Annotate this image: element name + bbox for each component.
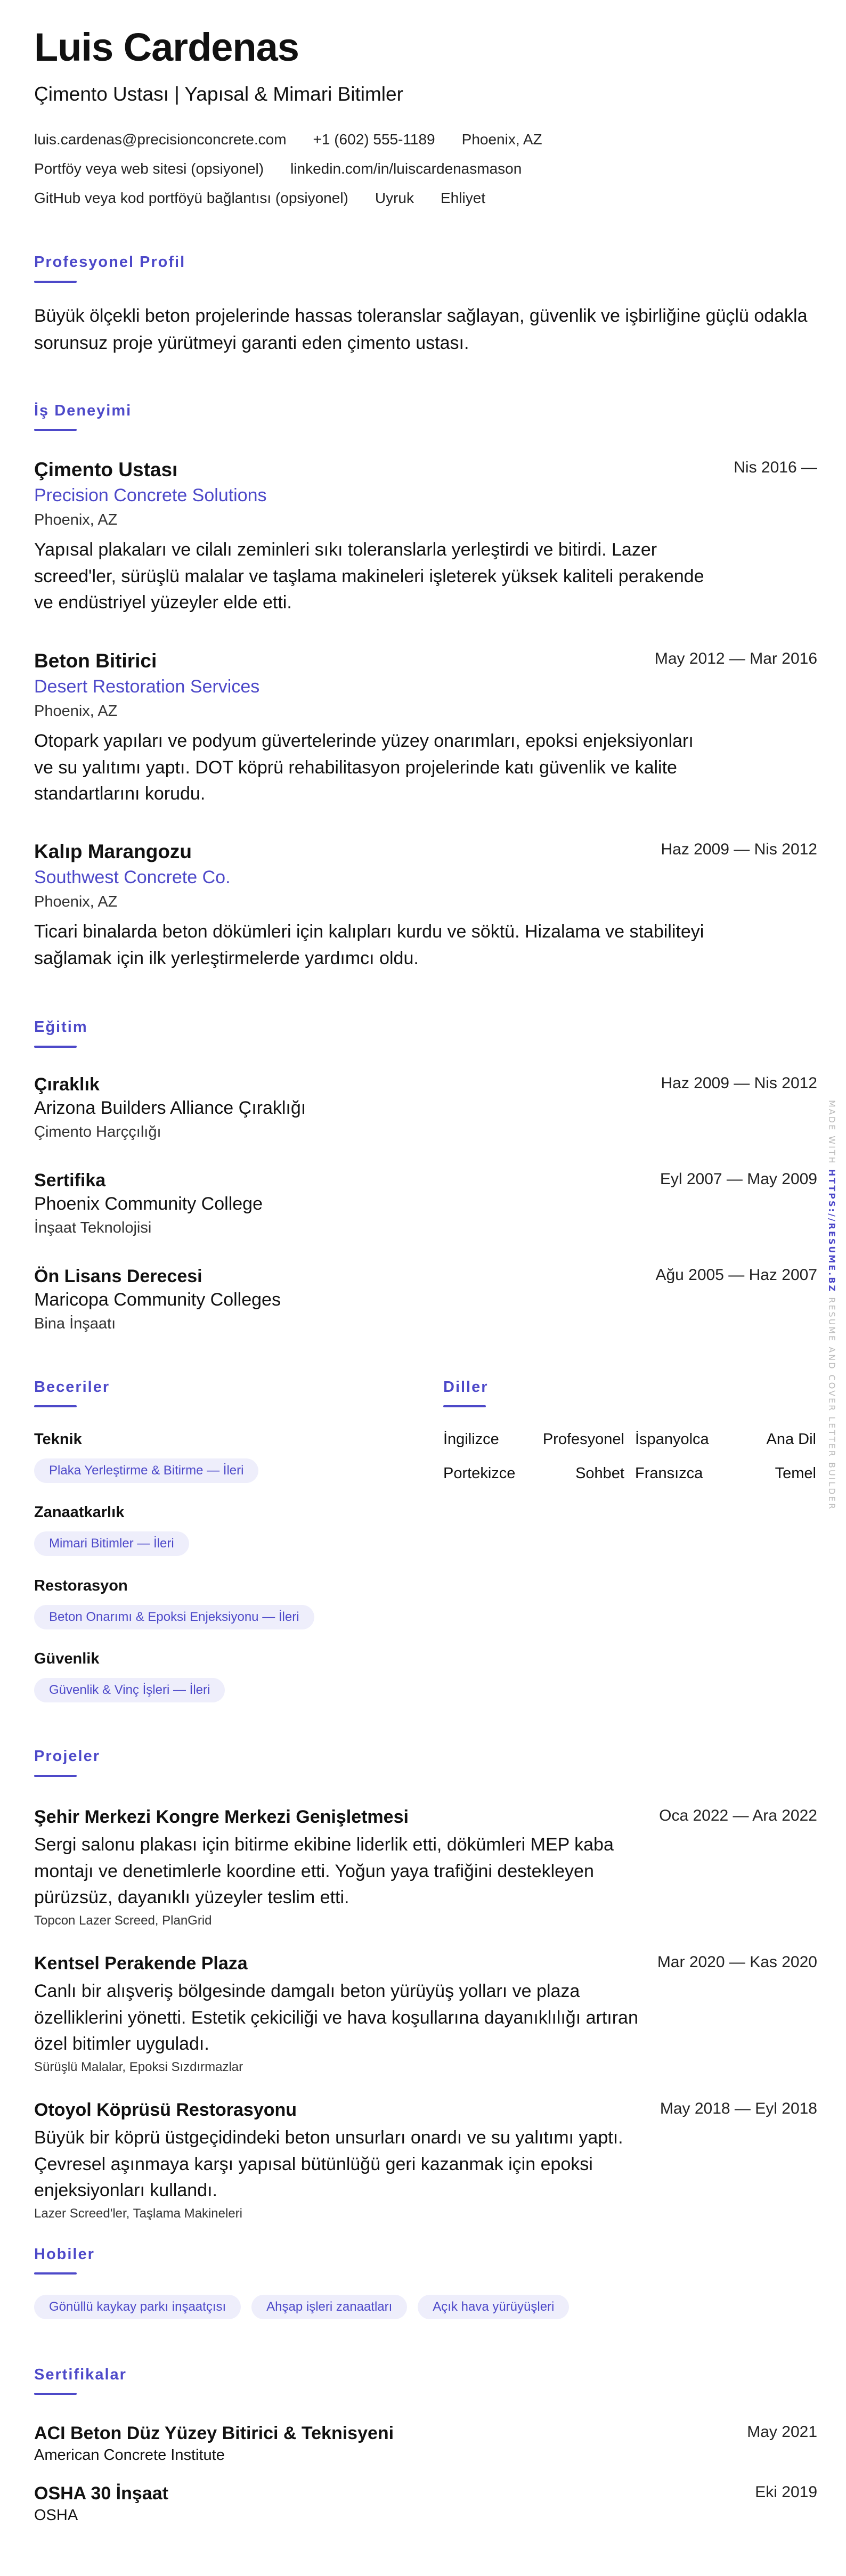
- institution-name: Phoenix Community College: [34, 1194, 263, 1214]
- phone-text[interactable]: +1 (602) 555-1189: [313, 131, 435, 148]
- job-description: Ticari binalarda beton dökümleri için kalıpları kurdu ve söktü. Hizalama ve stabiliteyi sağlamak için ilk yerleştirmelerde yardımcı oldu.: [34, 922, 704, 968]
- project-entry: [34, 1806, 817, 1929]
- watermark-suffix: RESUME AND COVER LETTER BUILDER: [827, 1297, 837, 1511]
- skill-chip: Mimari Bitimler — İleri: [34, 1531, 189, 1556]
- contact-line-2: [34, 160, 522, 178]
- education-date: Ağu 2005 — Haz 2007: [655, 1266, 817, 1284]
- language-name: İngilizce: [443, 1431, 499, 1448]
- skill-category: Zanaatkarlık: [34, 1504, 125, 1521]
- candidate-name: Luis Cardenas: [34, 25, 299, 69]
- education-entry: [34, 1266, 817, 1340]
- language-row: [443, 1430, 816, 1452]
- section-title-profile: Profesyonel Profil: [34, 254, 186, 271]
- language-name: Fransızca: [635, 1465, 703, 1482]
- section-rule: [34, 1046, 77, 1048]
- certificate-issuer: OSHA: [34, 2507, 78, 2524]
- project-tech: Topcon Lazer Screed, PlanGrid: [34, 1913, 212, 1928]
- hobby-chip: Ahşap işleri zanaatları: [251, 2295, 407, 2319]
- project-entry: [34, 2099, 817, 2222]
- project-title: Otoyol Köprüsü Restorasyonu: [34, 2100, 297, 2120]
- company-name: Desert Restoration Services: [34, 676, 260, 697]
- project-entry: [34, 1953, 817, 2075]
- company-name: Southwest Concrete Co.: [34, 867, 231, 887]
- education-entry: [34, 1170, 817, 1244]
- contact-line-3: [34, 189, 485, 207]
- job-date: Nis 2016 —: [734, 459, 817, 476]
- job-title: Çimento Ustası: [34, 459, 178, 480]
- watermark-prefix: MADE WITH: [827, 1100, 837, 1165]
- project-date: May 2018 — Eyl 2018: [660, 2100, 817, 2117]
- portfolio-link[interactable]: Portföy veya web sitesi (opsiyonel): [34, 160, 264, 177]
- section-title-certificates: Sertifikalar: [34, 2366, 127, 2383]
- field-of-study: İnşaat Teknolojisi: [34, 1219, 152, 1236]
- education-entry: [34, 1074, 817, 1148]
- job-date: Haz 2009 — Nis 2012: [661, 841, 817, 858]
- section-rule: [34, 429, 77, 431]
- degree-title: Çıraklık: [34, 1074, 100, 1095]
- section-rule: [34, 281, 77, 283]
- project-date: Oca 2022 — Ara 2022: [659, 1807, 817, 1824]
- section-rule: [34, 2393, 77, 2395]
- certificate-name: OSHA 30 İnşaat: [34, 2483, 168, 2504]
- watermark-link[interactable]: HTTPS://RESUME.BZ: [827, 1169, 837, 1293]
- certificate-name: ACI Beton Düz Yüzey Bitirici & Teknisyeni: [34, 2423, 394, 2443]
- certificate-entry: [34, 2423, 817, 2471]
- institution-name: Arizona Builders Alliance Çıraklığı: [34, 1098, 306, 1118]
- project-title: Kentsel Perakende Plaza: [34, 1953, 248, 1974]
- skill-category: Güvenlik: [34, 1650, 100, 1667]
- job-description: Yapısal plakaları ve cilalı zeminleri sıkı toleranslarla yerleştirdi ve bitirdi. Lazer screed'ler, sürüşlü malalar ve taşlama makineleri işleterek yüksek kaliteli perakende ve endüstriyel yüzeyler elde etti.: [34, 540, 704, 613]
- language-name: İspanyolca: [635, 1431, 709, 1448]
- skill-chip: Güvenlik & Vinç İşleri — İleri: [34, 1678, 225, 1702]
- experience-entry: [34, 840, 817, 973]
- certificate-issuer: American Concrete Institute: [34, 2447, 225, 2464]
- section-title-projects: Projeler: [34, 1748, 100, 1765]
- certificate-date: Eki 2019: [755, 2483, 817, 2501]
- section-rule: [34, 2272, 77, 2275]
- nationality-text: Uyruk: [375, 190, 414, 206]
- job-description: Otopark yapıları ve podyum güvertelerinde yüzey onarımları, epoksi enjeksiyonları ve su yalıtımı yaptı. DOT köprü rehabilitasyon projelerinde katı güvenlik ve kalite standartlarını korudu.: [34, 731, 694, 804]
- license-text: Ehliyet: [441, 190, 486, 206]
- education-date: Eyl 2007 — May 2009: [660, 1170, 817, 1188]
- field-of-study: Bina İnşaatı: [34, 1315, 116, 1332]
- section-title-education: Eğitim: [34, 1018, 88, 1036]
- section-rule: [34, 1775, 77, 1777]
- hobby-chip: Açık hava yürüyüşleri: [418, 2295, 569, 2319]
- language-level: Sohbet: [575, 1465, 624, 1482]
- degree-title: Sertifika: [34, 1170, 106, 1191]
- linkedin-link[interactable]: linkedin.com/in/luiscardenasmason: [290, 160, 522, 177]
- section-title-experience: İş Deneyimi: [34, 402, 132, 419]
- certificate-entry: [34, 2483, 817, 2531]
- education-date: Haz 2009 — Nis 2012: [661, 1074, 817, 1092]
- section-rule: [443, 1405, 486, 1407]
- skill-category: Restorasyon: [34, 1577, 128, 1594]
- degree-title: Ön Lisans Derecesi: [34, 1266, 202, 1286]
- experience-entry: [34, 649, 817, 809]
- institution-name: Maricopa Community Colleges: [34, 1290, 281, 1310]
- skill-chip: Plaka Yerleştirme & Bitirme — İleri: [34, 1458, 258, 1483]
- project-description: Büyük bir köprü üstgeçidindeki beton unsurları onardı ve su yalıtımı yaptı. Çevresel aşınmaya karşı yapısal bütünlüğü geri kazanmak için epoksi enjeksiyonları kullandı.: [34, 2127, 623, 2201]
- hobby-list: [34, 2295, 569, 2319]
- location-text: Phoenix, AZ: [461, 131, 542, 148]
- company-name: Precision Concrete Solutions: [34, 485, 267, 506]
- github-link[interactable]: GitHub veya kod portföyü bağlantısı (opsiyonel): [34, 190, 348, 206]
- contact-line-1: [34, 131, 542, 149]
- profile-summary: Büyük ölçekli beton projelerinde hassas toleranslar sağlayan, güvenlik ve işbirliğine güçlü odakla sorunsuz proje yürütmeyi garanti eden çimento ustası.: [34, 306, 808, 353]
- language-row: [443, 1464, 816, 1486]
- job-location: Phoenix, AZ: [34, 893, 118, 910]
- certificate-date: May 2021: [747, 2423, 817, 2441]
- language-level: Temel: [775, 1465, 816, 1482]
- language-level: Profesyonel: [542, 1431, 624, 1448]
- section-title-hobbies: Hobiler: [34, 2246, 95, 2263]
- field-of-study: Çimento Harççılığı: [34, 1123, 161, 1140]
- email-link[interactable]: luis.cardenas@precisionconcrete.com: [34, 131, 287, 148]
- builder-watermark: [828, 1100, 839, 1537]
- hobby-chip: Gönüllü kaykay parkı inşaatçısı: [34, 2295, 241, 2319]
- language-name: Portekizce: [443, 1465, 516, 1482]
- language-level: Ana Dil: [766, 1431, 816, 1448]
- job-date: May 2012 — Mar 2016: [654, 650, 817, 667]
- job-location: Phoenix, AZ: [34, 703, 118, 720]
- job-location: Phoenix, AZ: [34, 511, 118, 528]
- project-description: Sergi salonu plakası için bitirme ekibine liderlik etti, dökümleri MEP kaba montajı ve denetimlerle koordine etti. Yoğun yaya trafiğini destekleyen pürüzsüz, dayanıklı yüzeyler teslim etti.: [34, 1835, 614, 1908]
- job-title: Kalıp Marangozu: [34, 841, 192, 862]
- project-tech: Sürüşlü Malalar, Epoksi Sızdırmazlar: [34, 2060, 243, 2074]
- section-title-skills: Beceriler: [34, 1379, 110, 1396]
- skill-chip: Beton Onarımı & Epoksi Enjeksiyonu — İleri: [34, 1605, 314, 1629]
- candidate-headline: Çimento Ustası | Yapısal & Mimari Bitimler: [34, 83, 403, 105]
- section-rule: [34, 1405, 77, 1407]
- project-description: Canlı bir alışveriş bölgesinde damgalı beton yürüyüş yolları ve plaza özelliklerini yönetti. Estetik çekiciliği ve hava koşullarına dayanıklılığı artıran özel bitimler uyguladı.: [34, 1981, 638, 2055]
- job-title: Beton Bitirici: [34, 650, 157, 672]
- experience-entry: [34, 458, 817, 618]
- project-title: Şehir Merkezi Kongre Merkezi Genişletmesi: [34, 1807, 409, 1827]
- skill-category: Teknik: [34, 1431, 82, 1448]
- project-tech: Lazer Screed'ler, Taşlama Makineleri: [34, 2206, 242, 2221]
- project-date: Mar 2020 — Kas 2020: [657, 1953, 817, 1971]
- section-title-languages: Diller: [443, 1379, 489, 1396]
